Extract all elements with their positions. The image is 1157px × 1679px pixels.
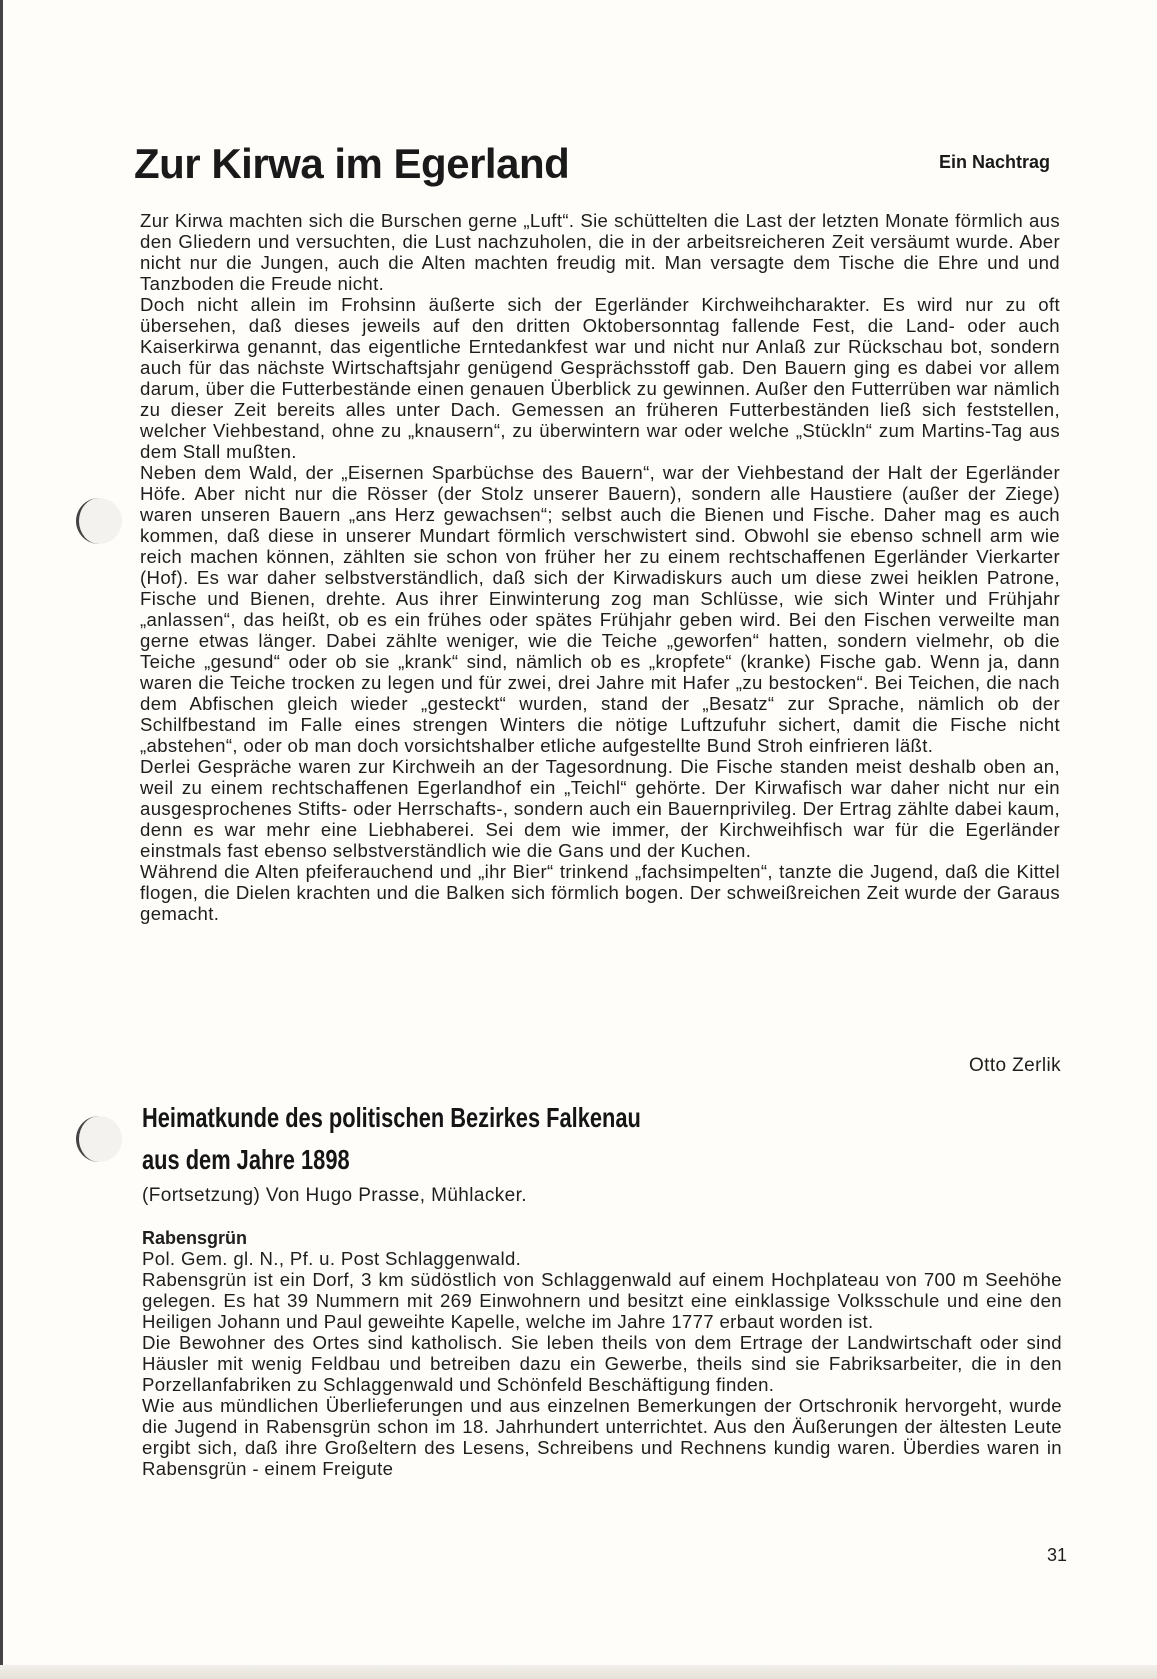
paragraph: Während die Alten pfeiferauchend und „ihr Bier“ trinkend „fachsimpelten“, tanzte die Jugend, daß die Kittel flogen, die Dielen krachten und die Balken sich förmlich bogen. Der schweißreichen Zeit wurde der Garaus gemacht. xyxy=(140,861,1060,924)
section-heading: Rabensgrün xyxy=(142,1228,248,1248)
author-signature: Otto Zerlik xyxy=(968,1055,1061,1076)
paragraph: Neben dem Wald, der „Eisernen Sparbüchse des Bauern“, war der Viehbestand der Halt der Egerländer Höfe. Aber nicht nur die Rösser (der Stolz unserer Bauern), sondern alle Haustiere (außer der Ziege) waren unseren Bauern „ans Herz gewachsen“; selbst auch die Bienen und Fische. Daher mag es auch kommen, daß diese in unserer Mundart förmlich verschwistert sind. Obwohl sie ebenso schnell arm wie reich machen können, zählten sie schon von früher her zu einem rechtschaffenen Egerländer Vierkarter (Hof). Es war daher selbstverständlich, daß sich der Kirwadiskurs auch um diese zwei heiklen Patrone, Fische und Bienen, drehte. Aus ihrer Einwinterung zog man Schlüsse, wie sich Winter und Frühjahr „anlassen“, das heißt, ob es ein frühes oder spätes Frühjahr geben wird. Bei den Fischen verweilte man gerne etwas länger. Dabei zählte weniger, wie die Teiche „geworfen“ hatten, sondern vielmehr, ob die Teiche „gesund“ oder ob sie „krank“ sind, nämlich ob es „kropfete“ (kranke) Fische gab. Wenn ja, dann waren die Teiche trocken zu legen und für zwei, drei Jahre mit Hafer „zu bestocken“. Bei Teichen, die nach dem Abfischen gleich wieder „gesteckt“ wurden, stand der „Besatz“ zur Sprache, nämlich ob der Schilfbestand im Falle eines strengen Winters die nötige Luftzufuhr sichert, damit die Fische nicht „abstehen“, oder ob man doch vorsichtshalber etliche aufgestellte Bund Stroh einfrieren läßt. xyxy=(140,462,1060,756)
page-number: 31 xyxy=(1046,1545,1067,1565)
paragraph: Doch nicht allein im Frohsinn äußerte sich der Egerländer Kirchweihcharakter. Es wird nur zu oft übersehen, daß dieses jeweils auf den dritten Oktobersonntag fallende Fest, die Land- oder auch Kaiserkirwa genannt, das eigentliche Erntedankfest war und nicht nur Anlaß zur Rückschau bot, sondern auch für das nächste Wirtschaftsjahr genügend Gesprächsstoff gab. Den Bauern ging es dabei vor allem darum, über die Futterbestände einen genauen Überblick zu gewinnen. Außer den Futterrüben war nämlich zu dieser Zeit bereits alles unter Dach. Gemessen an früheren Futterbeständen ließ sich feststellen, welcher Viehbestand, ohne zu „knausern“, zu überwintern war oder welche „Stückln“ zum Martins-Tag aus dem Stall mußten. xyxy=(140,294,1060,462)
article-title: Zur Kirwa im Egerland xyxy=(134,140,570,187)
article-subtitle: Ein Nachtrag xyxy=(938,152,1050,172)
second-article-title xyxy=(142,1097,735,1181)
paragraph: Derlei Gespräche waren zur Kirchweih an der Tagesordnung. Die Fische standen meist deshalb oben an, weil zu einem rechtschaffenen Egerlandhof ein „Teichl“ gehörte. Der Kirwafisch war daher nicht nur ein ausgesprochenes Stifts- oder Herrschafts-, sondern auch ein Bauernprivileg. Der Ertrag zählte dabei kaum, denn es war mehr eine Liebhaberei. Sei dem wie immer, der Kirchweihfisch war für die Egerländer einstmals fast ebenso selbstverständlich wie die Gans und der Kuchen. xyxy=(140,756,1060,861)
punch-hole-top xyxy=(76,498,122,544)
second-article-body xyxy=(142,1248,1062,1479)
paragraph: Rabensgrün ist ein Dorf, 3 km südöstlich von Schlaggenwald auf einem Hochplateau von 700 m Seehöhe gelegen. Es hat 39 Nummern mit 269 Einwohnern und besitzt eine einklassige Volksschule und eine den Heiligen Johann und Paul geweihte Kapelle, welche im Jahre 1777 erbaut worden ist. xyxy=(142,1269,1062,1332)
title-line: aus dem Jahre 1898 xyxy=(142,1144,350,1175)
paragraph: Die Bewohner des Ortes sind katholisch. Sie leben theils von dem Ertrage der Landwirtschaft oder sind Häusler mit wenig Feldbau und betreiben dazu ein Gewerbe, theils sind sie Fabriksarbeiter, die in den Porzellanfabriken zu Schlaggenwald und Schönfeld Beschäftigung finden. xyxy=(142,1332,1062,1395)
byline: (Fortsetzung) Von Hugo Prasse, Mühlacker. xyxy=(142,1185,527,1206)
paragraph: Zur Kirwa machten sich die Burschen gerne „Luft“. Sie schüttelten die Last der letzten Monate förmlich aus den Gliedern und versuchten, die Lust nachzuholen, die in der arbeitsreicheren Zeit versäumt wurde. Aber nicht nur die Jungen, auch die Alten machten freudig mit. Man versagte dem Tische die Ehre und und Tanzboden die Freude nicht. xyxy=(140,210,1060,294)
title-line: Heimatkunde des politischen Bezirkes Falkenau xyxy=(142,1102,641,1133)
punch-hole-bottom xyxy=(76,1116,122,1162)
page-edge xyxy=(0,0,3,1679)
paragraph: Wie aus mündlichen Überlieferungen und aus einzelnen Bemerkungen der Ortschronik hervorgeht, wurde die Jugend in Rabensgrün schon im 18. Jahrhundert unterrichtet. Aus den Äußerungen der ältesten Leute ergibt sich, daß ihre Großeltern des Lesens, Schreibens und Rechnens kundig waren. Überdies waren in Rabensgrün - einem Freigute xyxy=(142,1395,1062,1479)
page-bottom-edge xyxy=(0,1665,1157,1679)
article-body xyxy=(140,210,1060,924)
paragraph: Pol. Gem. gl. N., Pf. u. Post Schlaggenwald. xyxy=(142,1248,522,1269)
